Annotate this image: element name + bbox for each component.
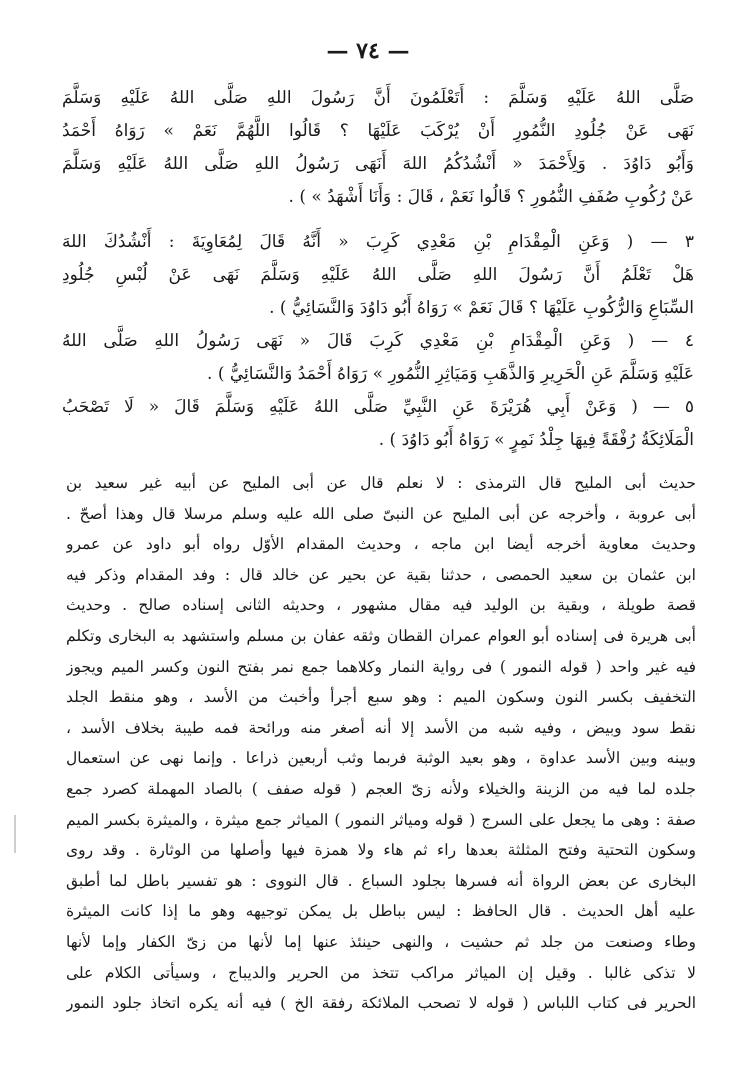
hadith-line: ٣ — ( وَعَنِ الْمِقْدَامِ بْنِ مَعْدِي كَرِبَ « أَنَّهُ قَالَ لِمُعَاوِيَةَ : أَنْشُدُكَ اللهَ [62,232,694,252]
commentary-line: حديث أبى المليح قال الترمذى : لا نعلم قال عن أبى المليح عن أبيه غير سعيد بن [66,474,696,492]
hadith-line: صَلَّى اللهُ عَلَيْهِ وَسَلَّمَ : أَتَعْلَمُونَ أَنَّ رَسُولَ اللهِ صَلَّى اللهُ عَلَيْهِ وَسَلَّمَ [62,88,694,108]
commentary-line: نقط سود وبيض ، وفيه شبه من الأسد إلا أنه أصغر منه ورائحة فمه طيبة بخلاف الأسد ، [66,718,696,737]
hadith-line: السِّبَاعِ وَالرُّكُوبِ عَلَيْهَا ؟ قَالَ نَعَمْ » رَوَاهُ أَبُو دَاوُدَ وَالنَّسَائِيُّ ) . [269,298,694,318]
commentary-line: وبينه وبين الأسد عداوة ، وهو بعيد الوثبة فربما وثب أربعين ذراعا . وإنما نهى عن استعمال [66,749,696,768]
commentary-line: وطاء وصنعت من جلد ثم حشيت ، والنهى حينئذ عنها إما لأنها من زىّ الكفار وإما لأنها [66,932,696,951]
commentary-line: صفة : وهى ما يجعل على السرج ( قوله ومياثر النمور ) المياثر جمع ميثرة ، والميثرة بكسر الميم [66,810,696,829]
hadith-line: ٤ — ( وَعَنِ الْمِقْدَامِ بْنِ مَعْدِي كَرِبَ قَالَ « نَهَى رَسُولُ اللهِ صَلَّى اللهُ [62,331,694,351]
hadith-line: الْمَلَائِكَةُ رُفْقَةً فِيهَا جِلْدُ نَمِرٍ » رَوَاهُ أَبُو دَاوُدَ ) . [378,430,694,450]
commentary-line: التخفيف بكسر النون وسكون الميم : وهو سبع أجرأ وأخبث من الأسد ، وهو منقط الجلد [66,688,696,707]
commentary-line: وسكون التحتية وفتح المثلثة بعدها راء ثم هاء ولا همزة فيها وأصلها من الوثارة . وقد روى [66,841,696,860]
commentary-line: فيه غير واحد ( قوله النمور ) فى رواية النمار وكلاهما جمع نمر بفتح النون وكسر الميم ويجوز [66,657,696,676]
commentary-line: أبى عروبة ، وأخرجه عن أبى المليح عن النبىّ صلى الله عليه وسلم مرسلا قال وهذا أصحّ . [66,504,696,523]
hadith-line: عَلَيْهِ وَسَلَّمَ عَنِ الْحَرِيرِ وَالذَّهَبِ وَمَيَاثِرِ النُّمُورِ » رَوَاهُ أَحْمَدُ وَالنَّسَائِيُّ ) . [207,364,694,384]
commentary-line: قصة طويلة ، وبقية بن الوليد فيه مقال مشهور ، وحديثه الثانى إسناده صالح . وحديث [66,596,696,615]
commentary-line: أبى هريرة فى إسناده أبو العوام عمران القطان وثقه عفان بن مسلم واستشهد به البخارى وتكلم [66,626,696,645]
commentary-line: عليه أهل الحديث . قال الحافظ : ليس بباطل بل يمكن توجيهه وهو ما إذا كانت الميثرة [66,902,696,921]
commentary-line: البخارى عن بعض الرواة أنه فسرها بجلود السباع . قال النووى : هو تفسير باطل لما أطبق [66,871,696,890]
commentary-line: وحديث معاوية أخرجه أيضا ابن ماجه ، وحديث المقدام الأوّل رواه أبو داود عن عمرو [66,535,696,554]
scan-edge-mark [14,815,16,853]
commentary-text-block [66,468,696,1019]
commentary-line: لا تذكى غالبا . وقيل إن المياثر مراكب تتخذ من الحرير والديباج ، وسيأتى الكلام على [66,963,696,982]
commentary-line: ابن عثمان بن سعيد الحمصى ، حدثنا بقية عن بحير عن خالد قال : وفد المقدام وذكر فيه [66,565,696,584]
hadith-line: هَلْ تَعْلَمُ أَنَّ رَسُولَ اللهِ صَلَّى اللهُ عَلَيْهِ وَسَلَّمَ نَهَى عَنْ لُبْسِ جُلُودِ [62,265,694,285]
commentary-line: جلده لما فيه من الزينة والخيلاء ولأنه زىّ العجم ( قوله صفف ) بالصاد المهملة كصرد جمع [66,779,696,798]
hadith-text-block [62,82,694,457]
commentary-line: الحرير فى كتاب اللباس ( قوله لا تصحب الملائكة رفقة الخ ) فيه أنه يكره اتخاذ جلود النمور [66,994,696,1013]
page-number: — ٧٤ — [326,38,410,64]
hadith-line: عَنْ رُكُوبِ صُفَفِ النُّمُورِ ؟ قَالُوا نَعَمْ ، قَالَ : وَأَنَا أَشْهَدُ » ) . [288,187,694,207]
hadith-line: وَأَبُو دَاوُدَ . وَلِأَحْمَدَ « أَنْشُدُكُمُ اللهَ أَنَهَى رَسُولُ اللهِ صَلَّى اللهُ عَلَيْهِ وَسَلَّمَ [62,154,694,174]
hadith-line: ٥ — ( وَعَنْ أَبِي هُرَيْرَةَ عَنِ النَّبِيِّ صَلَّى اللهُ عَلَيْهِ وَسَلَّمَ قَالَ « لَا تَصْحَبُ [62,397,694,417]
hadith-line: نَهَى عَنْ جُلُودِ النُّمُورِ أَنْ يُرْكَبَ عَلَيْهَا ؟ قَالُوا اللَّهُمَّ نَعَمْ » رَوَاهُ أَحْمَدُ [62,121,694,141]
